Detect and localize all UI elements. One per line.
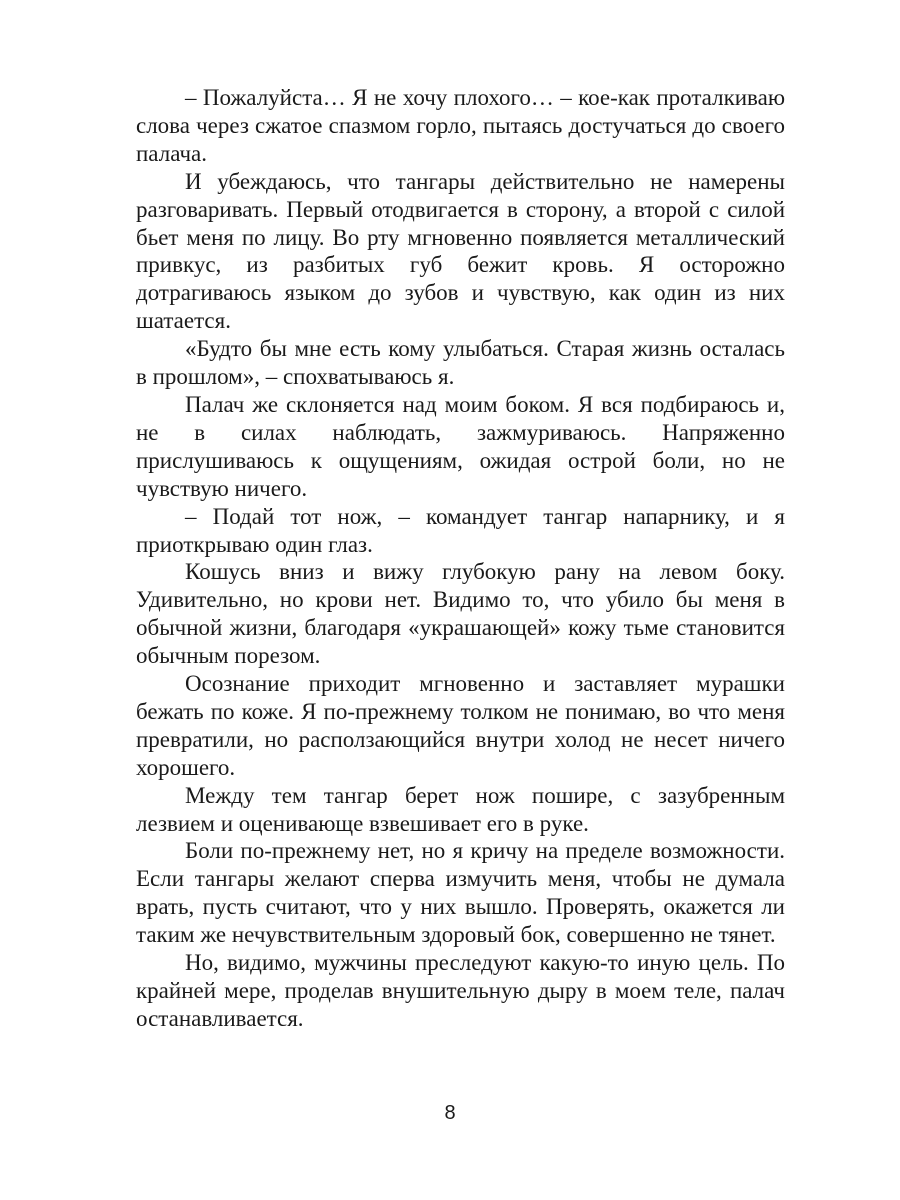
paragraph-1: – Пожалуйста… Я не хочу плохого… – кое-как проталкиваю слова через сжатое спазмом горло, пытаясь достучаться до своего палача. xyxy=(136,85,785,166)
page-text-body xyxy=(136,84,785,1033)
paragraph-8: Между тем тангар берет нож пошире, с зазубренным лезвием и оценивающе взвешивает его в руке. xyxy=(136,782,785,836)
paragraph-7: Осознание приходит мгновенно и заставляет мурашки бежать по коже. Я по-прежнему толком не понимаю, во что меня превратили, но расползающийся внутри холод не несет ничего хорошего. xyxy=(136,671,785,780)
paragraph-10: Но, видимо, мужчины преследуют какую-то иную цель. По крайней мере, проделав внушительную дыру в моем теле, палач останавливается. xyxy=(136,950,785,1031)
page-number: 8 xyxy=(444,1102,456,1124)
paragraph-2: И убеждаюсь, что тангары действительно не намерены разговаривать. Первый отодвигается в сторону, а второй с силой бьет меня по лицу. Во рту мгновенно появляется металлический привкус, из разбитых губ бежит кровь. Я осторожно дотрагиваюсь языком до зубов и чувствую, как один из них шатается. xyxy=(136,168,785,334)
paragraph-9: Боли по-прежнему нет, но я кричу на пределе возможности. Если тангары желают сперва измучить меня, чтобы не думала врать, пусть считают, что у них вышло. Проверять, окажется ли таким же нечувствительным здоровый бок, совершенно не тянет. xyxy=(136,838,785,948)
paragraph-3: «Будто бы мне есть кому улыбаться. Старая жизнь осталась в прошлом», – спохватываюсь я. xyxy=(136,336,785,390)
paragraph-6: Кошусь вниз и вижу глубокую рану на левом боку. Удивительно, но крови нет. Видимо то, что убило бы меня в обычной жизни, благодаря «украшающей» кожу тьме становится обычным порезом. xyxy=(136,559,785,669)
paragraph-5: – Подай тот нож, – командует тангар напарнику, и я приоткрываю один глаз. xyxy=(136,503,785,557)
paragraph-4: Палач же склоняется над моим боком. Я вся подбираюсь и, не в силах наблюдать, зажмуриваюсь. Напряженно прислушиваюсь к ощущениям, ожидая острой боли, но не чувствую ничего. xyxy=(136,391,785,501)
